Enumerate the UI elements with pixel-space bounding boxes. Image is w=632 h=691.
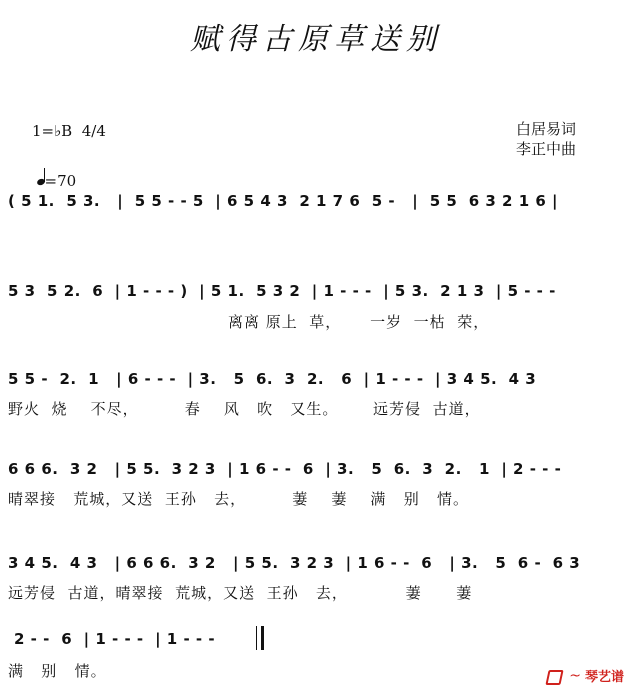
notation-row-1: ( 5 1. 5 3. | 5 5 - - 5 | 6 5 4 3 2 1 7 6 5 - | 5 5 6 3 2 1 6 | xyxy=(8,192,559,210)
lyric-row-6: 满 别 情。 xyxy=(8,662,107,680)
composer: 李正中曲 xyxy=(516,140,577,158)
logo-tilde-icon: ~ xyxy=(569,667,581,684)
final-barline-thick xyxy=(261,626,264,650)
lyric-row-5: 远芳侵 古道，晴翠接 荒城，又送 王孙 去， 萋 萋 xyxy=(8,584,473,602)
lyric-row-4: 晴翠接 荒城，又送 王孙 去， 萋 萋 满 别 情。 xyxy=(8,490,470,508)
notation-row-3: 5 5 - 2. 1 | 6 - - - | 3. 5 6. 3 2. 6 | 1 - - - | 3 4 5. 4 3 xyxy=(8,370,537,388)
key-signature: 1=♭B 4/4 xyxy=(32,122,106,140)
notation-row-4: 6 6 6. 3 2 | 5 5. 3 2 3 | 1 6 - - 6 | 3. 5 6. 3 2. 1 | 2 - - - xyxy=(8,460,562,478)
tempo-marking xyxy=(30,150,76,190)
song-title: 赋得古原草送别 xyxy=(190,22,442,57)
lyricist: 白居易词 xyxy=(516,120,577,138)
final-barline-thin xyxy=(256,626,257,650)
qinyi-logo-icon xyxy=(547,668,565,684)
notation-row-2: 5 3 5 2. 6 | 1 - - - ) | 5 1. 5 3 2 | 1 - - - | 5 3. 2 1 3 | 5 - - - xyxy=(8,282,556,300)
lyric-row-2: 离离 原上 草， 一岁 一枯 荣， xyxy=(228,313,490,331)
quarter-note-icon xyxy=(40,168,45,186)
notation-row-6: 2 - - 6 | 1 - - - | 1 - - - xyxy=(14,630,216,648)
watermark-logo xyxy=(547,666,624,685)
tempo-value: =70 xyxy=(44,172,77,190)
notation-row-5: 3 4 5. 4 3 | 6 6 6. 3 2 | 5 5. 3 2 3 | 1 6 - - 6 | 3. 5 6 - 6 3 xyxy=(8,554,581,572)
lyric-row-3: 野火 烧 不尽， 春 风 吹 又生。 远芳侵 古道， xyxy=(8,400,481,418)
watermark-text: 琴艺谱 xyxy=(584,670,624,685)
